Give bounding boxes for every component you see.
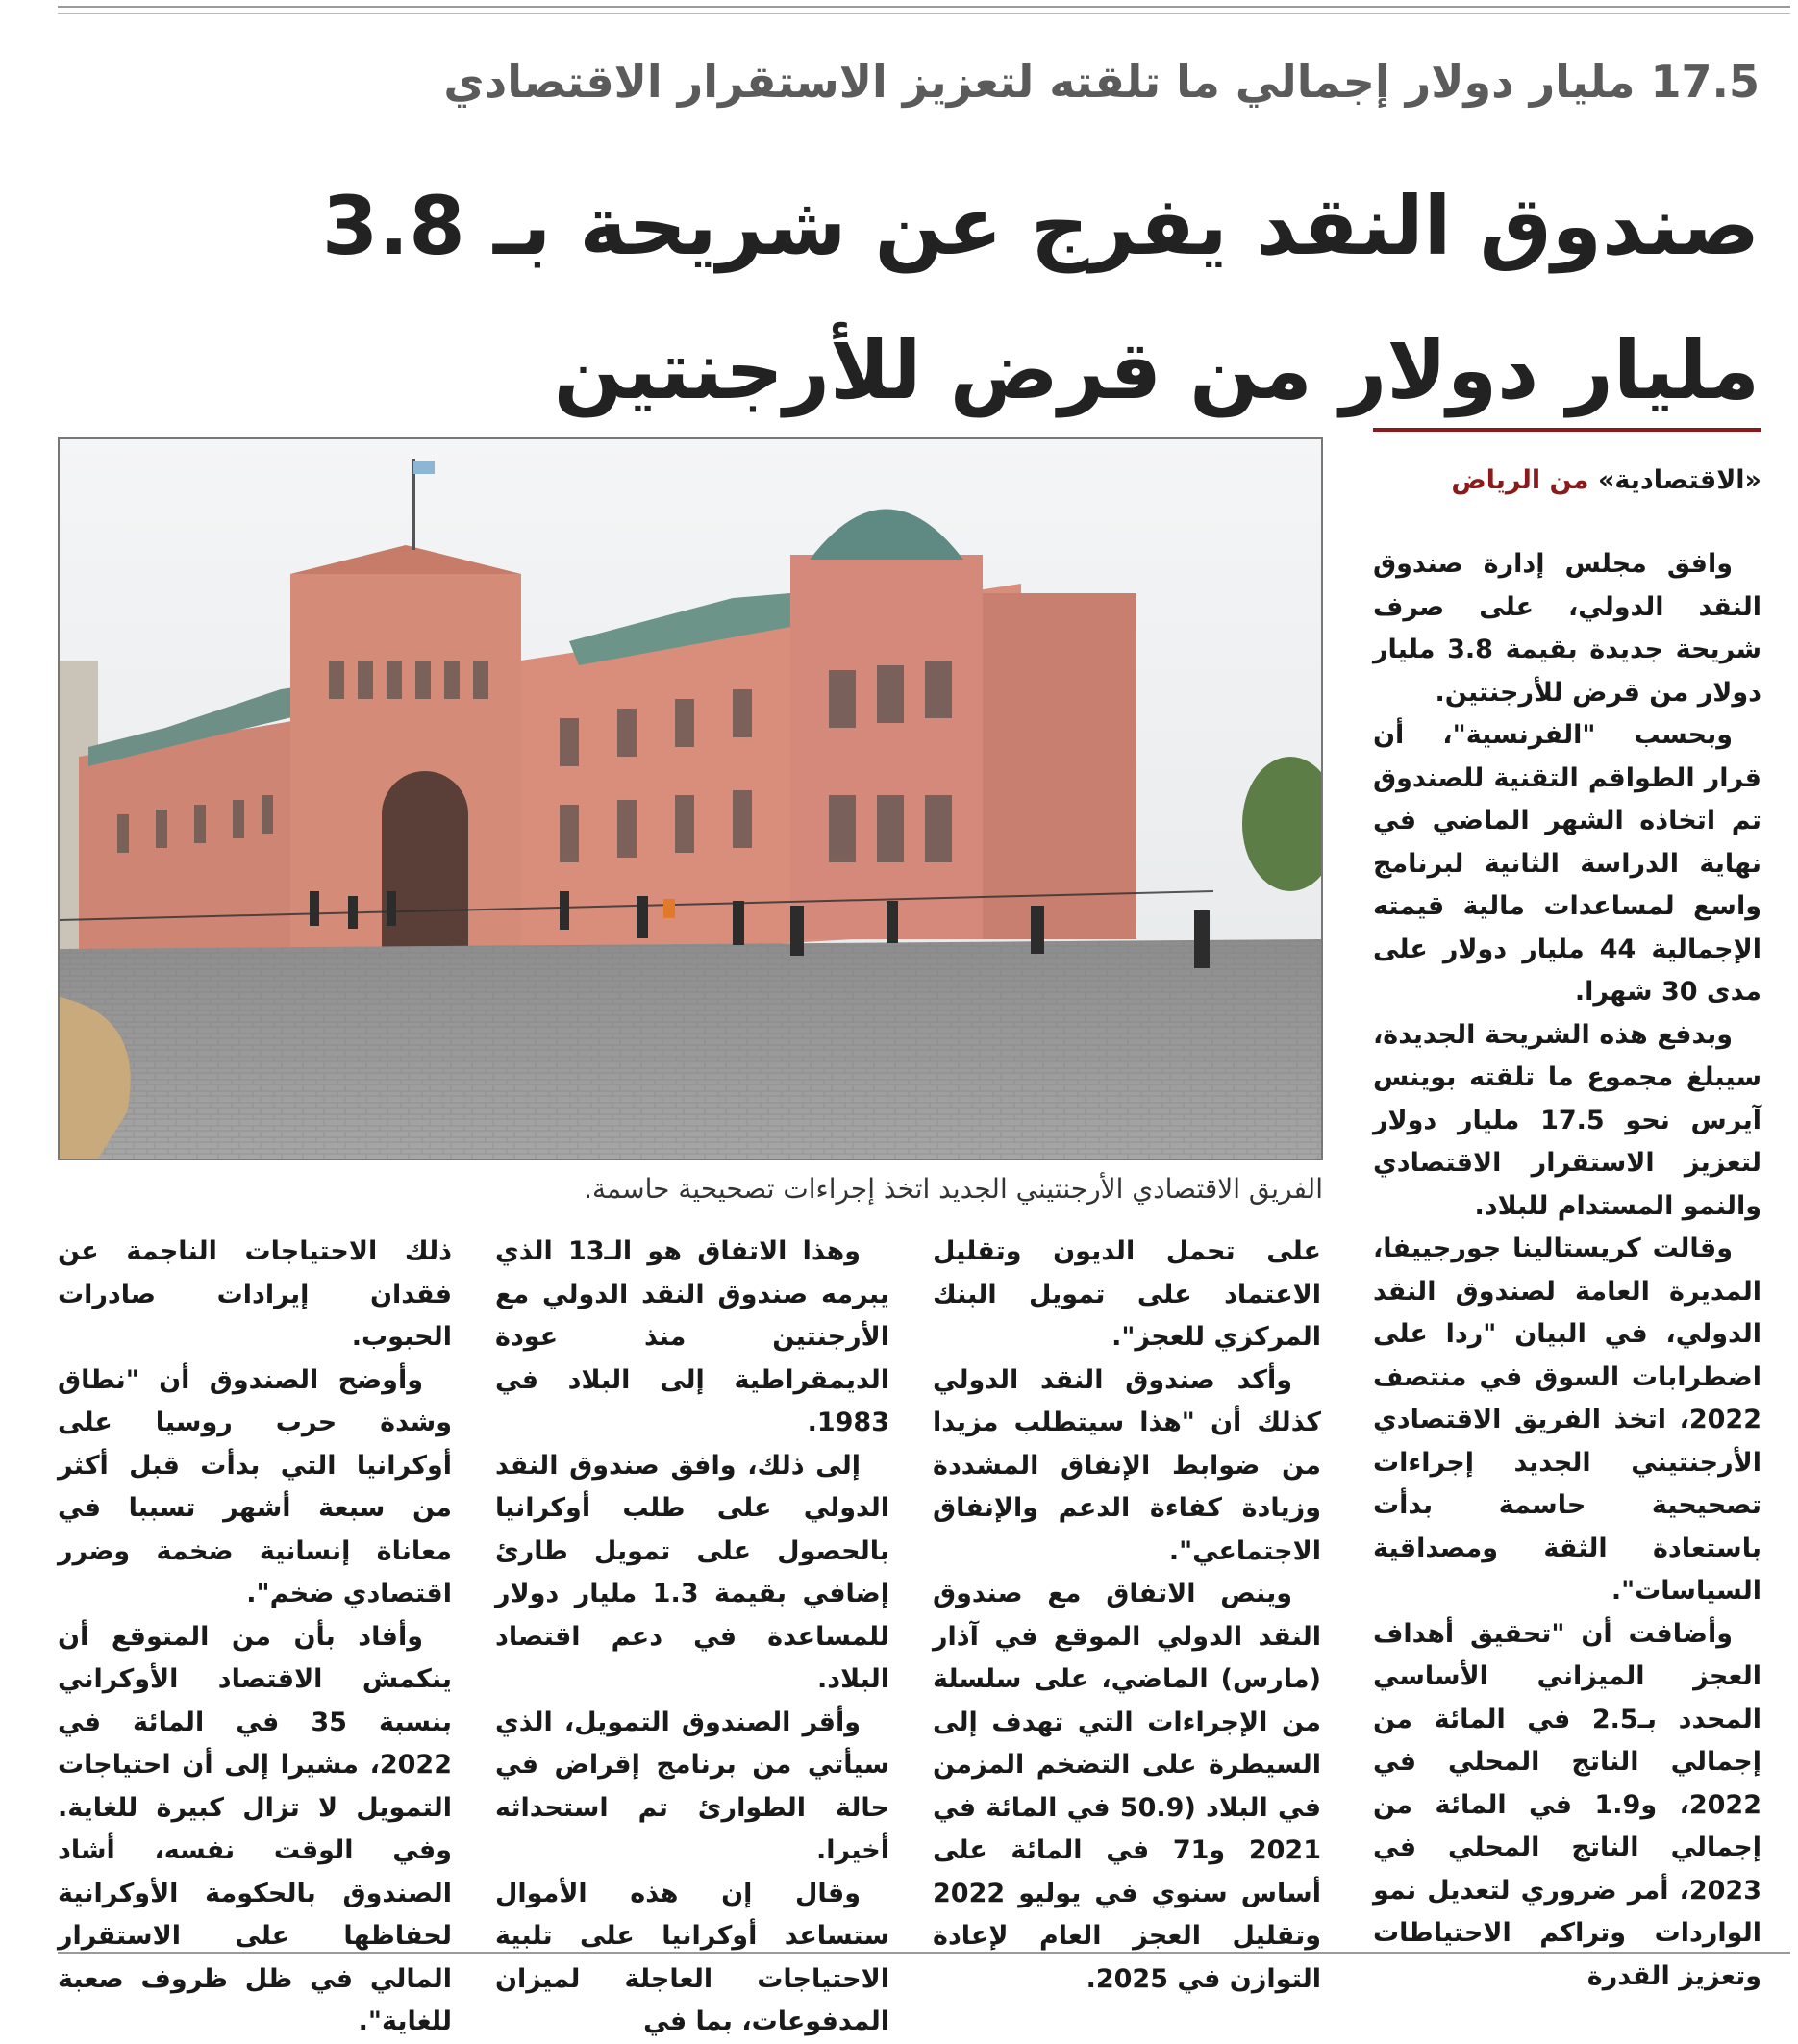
bottom-rule — [58, 1952, 1790, 1954]
paragraph: وينص الاتفاق مع صندوق النقد الدولي الموقع في آذار (مارس) الماضي، على سلسلة من الإجراءات التي تهدف إلى السيطرة على التضخم المزمن في البلاد (50.9 في المائة في 2021 و71 في المائة على أساس سنوي في يوليو 2022 وتقليل العجز العام لإعادة التوازن في 2025. — [933, 1579, 1321, 1994]
paragraph: على تحمل الديون وتقليل الاعتماد على تمويل البنك المركزي للعجز". — [933, 1236, 1321, 1352]
paragraph: وقال إن هذه الأموال ستساعد أوكرانيا على تلبية الاحتياجات العاجلة لميزان المدفوعات، بما في — [495, 1878, 889, 2036]
article-column-4 — [58, 1231, 452, 2044]
paragraph: وهذا الاتفاق هو الـ13 الذي يبرمه صندوق النقد الدولي مع الأرجنتين منذ عودة الديمقراطية إلى البلاد في 1983. — [495, 1236, 889, 1437]
byline-rule — [1373, 428, 1761, 432]
photo-caption: الفريق الاقتصادي الأرجنتيني الجديد اتخذ إجراءات تصحيحية حاسمة. — [584, 1173, 1323, 1205]
paragraph: وافق مجلس إدارة صندوق النقد الدولي، على صرف شريحة جديدة بقيمة 3.8 مليار دولار من قرض للأرجنتين. — [1373, 549, 1761, 708]
article-column-2 — [933, 1231, 1321, 2001]
article-column-1 — [1373, 543, 1761, 1998]
paragraph: وبحسب "الفرنسية"، أن قرار الطواقم التقنية للصندوق تم اتخاذه الشهر الماضي في نهاية الدراسة الثانية لبرنامج واسع لمساعدات مالية قيمته الإجمالية 44 مليار دولار على مدى 30 شهرا. — [1373, 720, 1761, 1007]
paragraph: وأفاد بأن من المتوقع أن ينكمش الاقتصاد الأوكراني بنسبة 35 في المائة في 2022، مشيرا إلى أن احتياجات التمويل لا تزال كبيرة للغاية. وفي الوقت نفسه، أشاد الصندوق بالحكومة الأوكرانية لحفاظها على الاستقرار المالي في ظل ظروف صعبة للغاية". — [58, 1621, 452, 2036]
paragraph: وقالت كريستالينا جورجييفا، المديرة العامة لصندوق النقد الدولي، في البيان "ردا على اضطرابات السوق في منتصف 2022، اتخذ الفريق الاقتصادي الأرجنتيني الجديد إجراءات تصحيحية حاسمة بدأت باستعادة الثقة ومصداقية السياسات". — [1373, 1234, 1761, 1606]
byline-location: من الرياض — [1451, 465, 1589, 495]
paragraph: وبدفع هذه الشريحة الجديدة، سيبلغ مجموع ما تلقته بوينس آيرس نحو 17.5 مليار دولار لتعزيز الاستقرار الاقتصادي والنمو المستدام للبلاد. — [1373, 1019, 1761, 1221]
byline-source: «الاقتصادية» — [1597, 465, 1761, 495]
article-photo — [58, 437, 1323, 1160]
paragraph: إلى ذلك، وافق صندوق النقد الدولي على طلب أوكرانيا بالحصول على تمويل طارئ إضافي بقيمة 1.3 مليار دولار للمساعدة في دعم اقتصاد البلاد. — [495, 1450, 889, 1694]
article-kicker: 17.5 مليار دولار إجمالي ما تلقته لتعزيز الاستقرار الاقتصادي — [443, 56, 1760, 108]
paragraph: وأقر الصندوق التمويل، الذي سيأتي من برنامج إقراض في حالة الطوارئ تم استحداثه أخيرا. — [495, 1707, 889, 1865]
byline — [1373, 457, 1761, 505]
paragraph: وأكد صندوق النقد الدولي كذلك أن "هذا سيتطلب مزيدا من ضوابط الإنفاق المشددة وزيادة كفاءة الدعم والإنفاق الاجتماعي". — [933, 1364, 1321, 1566]
top-rule — [58, 6, 1790, 8]
paragraph: وأضافت أن "تحقيق أهداف العجز الميزاني الأساسي المحدد بـ2.5 في المائة من إجمالي الناتج المحلي في 2022، و1.9 في المائة من إجمالي الناتج المحلي في 2023، أمر ضروري لتعديل نمو الواردات وتراكم الاحتياطات وتعزيز القدرة — [1373, 1618, 1761, 1991]
paragraph: وأوضح الصندوق أن "نطاق وشدة حرب روسيا على أوكرانيا التي بدأت قبل أكثر من سبعة أشهر تسببا في معاناة إنسانية ضخمة وضرر اقتصادي ضخم". — [58, 1364, 452, 1608]
article-column-3 — [495, 1231, 889, 2044]
paragraph: ذلك الاحتياجات الناجمة عن فقدان إيرادات صادرات الحبوب. — [58, 1236, 452, 1352]
top-rule-thin — [58, 13, 1790, 14]
article-headline: صندوق النقد يفرج عن شريحة بـ 3.8 مليار دولار من قرض للأرجنتين — [321, 179, 1760, 417]
